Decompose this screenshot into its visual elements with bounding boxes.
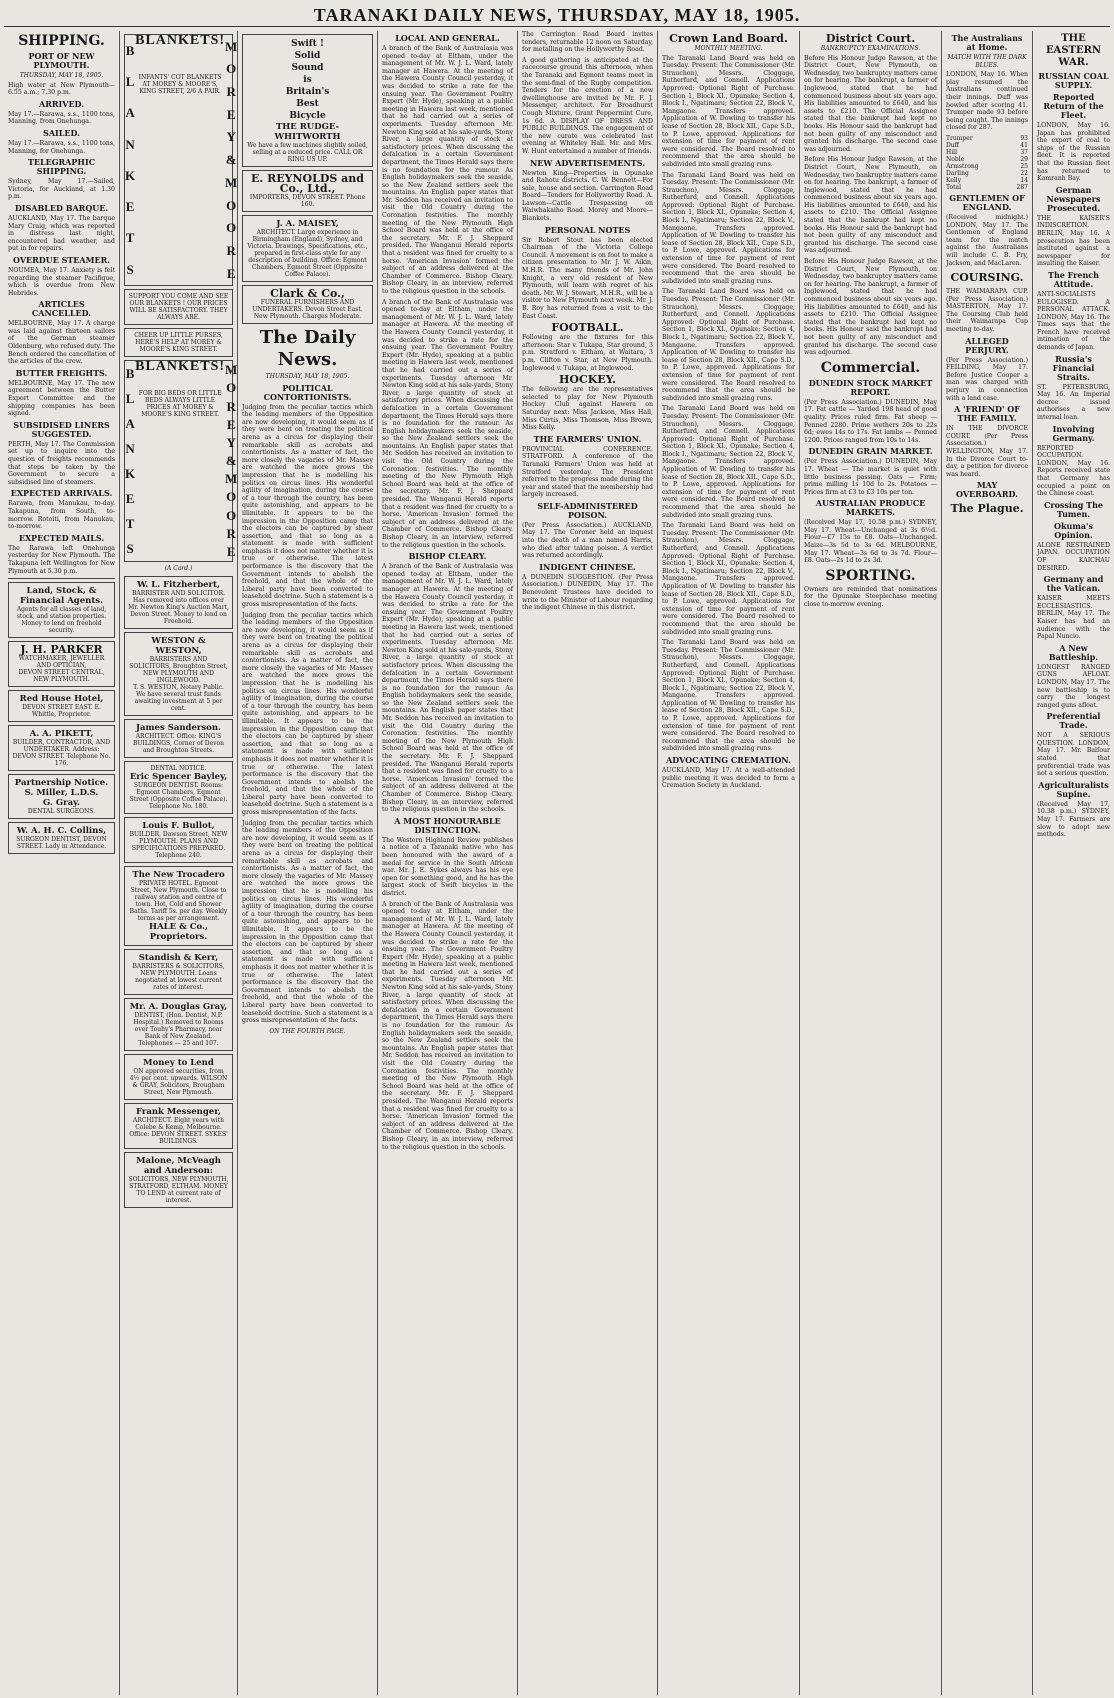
friend-heading: A 'FRIEND' OF THE FAMILY. [954,404,1020,424]
parker-name: J. H. PARKER [20,643,103,657]
shipping-date: THURSDAY, MAY 18, 1905. [19,72,104,79]
blankets2-text: FOR BIG BEDS OR LITTLE BEDS ALWAYS LITTLE PRICES AT MOREY & MOORE'S KING STREET. [138,390,222,418]
blankets2-right-letter: M [225,471,238,487]
russia-finance-text: ST. PETERSBURG, May 16. An Imperial decree issued authorises a new internal loan. [1037,383,1110,422]
news-lead: The Carrington Road Board invites tenders, returnable 12 noon on Saturday, for metalling on the Hollyworthy Road. [522,31,653,54]
swift-ad-line: Best [296,99,319,109]
friend-text: IN THE DIVORCE COURT. (Per Press Association.) WELLINGTON, May 17. In the Divorce Court to-day, a petition for divorce was heard. [946,425,1028,478]
stock-market-heading: DUNEDIN STOCK MARKET REPORT. [808,377,933,397]
russia-finance-heading: Russia's Financial Straits. [1052,353,1095,382]
redhouse-sub: DEVON STREET EAST. E. Whittle, Proprietor. [22,704,101,719]
land-agents-name: Land, Stock, & Financial Agents. [19,586,104,607]
court-text: Before His Honour Judge Rawson, at the District Court, New Plymouth, on Wednesday, two bankruptcy matters came on for hearing. The bankrupt, a farmer of Inglewood, stated that he had commenced business about six years ago. His liabilities amounted to £640, and his assets to £210. The Official Assignee stated that the bankrupt had kept no books. His Honour said the bankrupt had not been guilty of any misconduct and granted his discharge. The second case was adjourned. [804,54,937,153]
arrived-heading: ARRIVED. [39,98,84,109]
column-shipping [4,31,120,1695]
column-cricket [942,31,1033,1695]
blankets-ad-1 [124,33,238,286]
hale-name: HALE & Co., Proprietors. [149,921,208,942]
weston-trust: We have several trust funds awaiting investment at 5 per cent. [134,690,223,712]
land-board-heading: Crown Land Board. [669,32,788,45]
political-text: Judging from the peculiar tactics which the leading members of the Opposition are now developing, it would seem as if they were bent on treating the political arena as a circus for displaying their remarkable skill as acrobats and contortionists. As a matter of fact, the more closely the vagaries of Mr. Massey are watched the more grows the impression that he is modelling his politics on circus lines. His wonderful agility of imagination, during the course of a tour through the country, has been quite astonishing, and appears to be illimitable. It appears to be the impression in the Opposition camp that the electors can be captured by sheer assertion, and that so long as a statement is made with sufficient emphasis it does not matter whether it is true or otherwise. The latest performance is the discovery that the Government intends to abolish the freehold, and that the whole of the Liberal party have been converted to leasehold doctrine. Such a statement is a gross misrepresentation of the facts. [242,403,373,609]
column-land-board [658,31,800,1695]
bayley-sub: SURGEON DENTIST. Rooms: Egmont Chambers, Egmont Street (Opposite Coffee Palace). Telephone No. 180. [129,781,228,810]
blankets-title: BLANKETS! [135,33,226,48]
miller-name: S. Miller, L.D.S. [24,788,99,799]
news-body: A good gathering is anticipated at the racecourse ground this afternoon, when the Taranaki and Egmont teams meet in the semi-final of the Rugby competition. Tenders for the erection of a new dwellinghouse are invited by Mr. F. J. Messenger, architect. For Broadhurst Cough Mixture, Grant Peppermint Cure, 1s 6d. A DISPLAY OF DRESS AND PUBLIC BUILDINGS. The engagement of the new curate was celebrated last evening at Whiteley Hall. Mr. and Mrs. W. Hunt entertained a number of friends. [522,56,653,155]
batsman-name: Duff [946,141,959,149]
hockey-text: The following are the representatives selected to play for New Plymouth Hockey Club against Hawera on Saturday next: Miss Jackson, Miss Hall, Miss Curtis, Miss Thomson, Miss Brown, Miss Kelly. [522,386,653,432]
score-row [946,170,1028,177]
grain-heading: DUNEDIN GRAIN MARKET. [808,446,933,457]
mails-heading: EXPECTED MAILS. [18,532,105,543]
land-board-text: The Taranaki Land Board was held on Tuesday. Present: The Commissioner (Mr. Strauchon), Messrs. Cloggage, Rutherfurd, and Connell. Applications Approved: Optional Right of Purchase. Section 1, Block XI., Opunake; Section 4, Block I., Ngatimaru; Section 22, Block V., Mangaone. Transfers approved. Application of W. Dowling to transfer his lease of Section 28, Block XII., Cape S.D., to P. Lowe, approved. Applications for extension of time for payment of rent were considered. The Board resolved to recommend that the area should be subdivided into small grazing runs. [662,54,795,168]
pikett-sub: BUILDER, CONTRACTOR, AND UNDERTAKER. Address: DEVON STREET. Telephone No. 176. [12,739,111,768]
blankets-right-letter: R [226,243,236,259]
weston-notary: T. S. WESTON, Notary Public. [133,683,224,691]
bayley-ad [124,761,233,814]
sporting-heading: SPORTING. [825,567,916,584]
blankets-left-letter: L [125,74,135,90]
disabled-heading: DISABLED BARQUE. [14,202,109,213]
batsman-runs: 29 [1020,155,1028,163]
trocadero-name: The New Trocadero [132,869,225,880]
tumen-heading: Crossing The Tumen. [1043,499,1104,519]
political-heading: POLITICAL CONTORTIONISTS. [263,382,352,402]
overdue-text: NOUMEA, May 17. Anxiety is felt regarding the steamer Pacifique, which is overdue from New Hebrides. [8,266,115,297]
malone-name: Malone, McVeagh and Anderson: [136,1155,221,1176]
land-board-text-cont-2: The Taranaki Land Board was held on Tuesday. Present: The Commissioner (Mr. Strauchon), Messrs. Cloggage, Rutherfurd, and Connell. Applications Approved: Optional Right of Purchase. Section 1, Block XI., Opunake; Section 4, Block I., Ngatimaru; Section 22, Block V., Mangaone. Transfers approved. Application of W. Dowling to transfer his lease of Section 28, Block XII., Cape S.D., to P. Lowe, approved. Applications for extension of time for payment of rent were considered. The Board resolved to recommend that the area should be subdivided into small grazing runs. [662,288,795,402]
tide-text: High water at New Plymouth—6.55 a.m.; 7.30 p.m. [8,81,115,97]
bishop-text: A branch of the Bank of Australasia was opened to-day at Eltham, under the management of Mr. W. J. L. Ward, lately manager at Hawera. At the meeting of the Hawera County Council yesterday, it was decided to strike a rate for the ensuing year. The Government Poultry Expert (Mr. Hyde), speaking at a public meeting in Hawera last week, mentioned that he had carried out a series of experiments. Tuesday afternoon Mr. Newton King sold at his sale-yards, Stony River, a large quantity of stock at satisfactory prices. When discussing the defalcation in a certain Government department, the Times Herald says there is no foundation for the rumour. As English holidaymakers seek the seaside, so the New Zealand settlers seek the mountains. An English paper states that Mr. Seddon has received an invitation to visit the Old Country during the Coronation festivities. The monthly meeting of the New Plymouth High School Board was held at the office of the secretary. Mr. F. J. Sheppard presided. The Wanganui Herald reports that a resident was fined for cruelty to a horse. 'American Invasion' formed the subject of an address delivered at the Chamber of Commerce. Bishop Cleary. Bishop Cleary, in an interview, referred to the religious question in the schools. [382,563,513,814]
swift-ad [242,34,373,167]
grey-ad [124,998,233,1051]
collins-name: W. A. H. C. Collins, [16,826,107,837]
column-eastern-war [1033,31,1114,1695]
political-text-cont: Judging from the peculiar tactics which the leading members of the Opposition are now developing, it would seem as if they were bent on treating the political arena as a circus for displaying their remarkable skill as acrobats and contortionists. As a matter of fact, the more closely the vagaries of Mr. Massey are watched the more grows the impression that he is modelling his politics on circus lines. His wonderful agility of imagination, during the course of a tour through the country, has been quite astonishing, and appears to be illimitable. It appears to be the impression in the Opposition camp that the electors can be captured by sheer assertion, and that so long as a statement is made with sufficient emphasis it does not matter whether it is true or otherwise. The latest performance is the discovery that the Government intends to abolish the freehold, and that the whole of the Liberal party have been converted to leasehold doctrine. Such a statement is a gross misrepresentation of the facts. [242,611,373,817]
lines-heading: SUBSIDISED LINERS SUGGESTED. [13,419,110,439]
batsman-name: Trumper [946,134,973,142]
fitzherbert-sub: BARRISTER AND SOLICITOR. Has removed into offices over Mr. Newton King's Auction Mart, Devon Street. Money to lend on Freehold. [128,589,229,625]
disabled-text: AUCKLAND, May 17. The barque Mary Craig, which was reported in distress last night, encountered bad weather, and put in for repairs. [8,214,115,253]
gentlemen-text: (Received midnight.) LONDON, May 17. The Gentlemen of England team for the match against the Australians will include C. B. Fry, Jackson, and MacLaren. [946,213,1028,267]
blankets-right-letter: M [225,174,238,190]
batsman-name: Armstrong [946,162,979,170]
blankets-right-letter: Y [226,129,236,145]
parker-address: DEVON STREET CENTRAL, NEW PLYMOUTH. [18,669,105,684]
swift-ad-line: Britain's [285,87,330,97]
arrived-text: May 17.—Rarawa, s.s., 1100 tons, Manning, from Onehunga. [8,110,115,126]
indigent-text: A DUNEDIN SUGGESTION. (Per Press Association.) DUNEDIN, May 17. The Benevolent Trustees have decided to write to the Minister of Labour regarding the indigent Chinese in this district. [522,573,653,612]
telegraphic-heading: TELEGRAPHIC SHIPPING. [27,157,96,177]
fourth-page-note: ON THE FOURTH PAGE. [269,1027,346,1035]
masthead: TARANAKI DAILY NEWS, THURSDAY, MAY 18, 1905. [4,4,1110,27]
fleet-text: LONDON, May 16. Japan has prohibited the export of coal to ships of the Russian fleet. It is reported that the Russian fleet has returned to Kamranh Bay. [1037,122,1110,183]
french-text: ANTI-SOCIALISTS EULOGISED. A PERSONAL ATTACK. LONDON, May 16. The Times says that the French have received intimation of the demands of Japan. [1037,290,1110,352]
fitzherbert-ad [124,576,233,629]
bullot-ad [124,817,233,863]
sanderson-ad [124,719,233,758]
blankets2-right-letter: R [226,525,236,541]
cricket-text: LONDON, May 16. When play resumed the Australians continued their innings. Duff was bowled after scoring 41. Trumper made 93 before being caught. The innings closed for 287. [946,71,1028,132]
blankets-right-letter: E [226,265,236,281]
honour-heading: A MOST HONOURABLE DISTINCTION. [394,815,501,835]
blankets2-right-letter: M [225,362,238,378]
grey-name: Mr. A. Douglas Gray, [129,1001,228,1012]
batsman-runs: 25 [1020,162,1028,170]
okuma-heading: Okuma's Opinion. [1054,520,1093,540]
blankets2-right-letter: E [226,416,236,432]
blankets2-right-letter: O [226,489,237,505]
articles-heading: ARTICLES CANCELLED. [31,299,92,319]
blankets-left-letter: E [125,199,135,215]
blankets-ad-2 [124,359,238,562]
fitzherbert-name: W. L. Fitzherbert, [137,579,220,590]
sanderson-sub: ARCHITECT. Office: KING'S BUILDINGS, Corner of Devon and Broughton Streets. [133,732,224,754]
redhouse-ad [8,690,115,722]
messenger-ad [124,1103,233,1149]
malone-ad [124,1152,233,1208]
court-text-cont: Before His Honour Judge Rawson, at the District Court, New Plymouth, on Wednesday, two bankruptcy matters came on for hearing. The bankrupt, a farmer of Inglewood, stated that he had commenced business about six years ago. His liabilities amounted to £640, and his assets to £210. The Official Assignee stated that the bankrupt had kept no books. His Honour said the bankrupt had not been guilty of any misconduct and granted his discharge. The second case was adjourned. [804,156,937,255]
sailed-text: May 17.—Rarawa, s.s., 1100 tons, Manning, for Onehunga. [8,139,115,155]
reynolds-name: E. REYNOLDS and Co., Ltd., [251,172,364,195]
blankets-side-left [125,35,135,285]
blankets-side-right [225,35,237,285]
maisey-ad [242,215,373,282]
german-papers-heading: German Newspapers Prosecuted. [1046,184,1101,213]
bishop-heading: BISHOP CLEARY. [408,551,487,562]
union-text: PROVINCIAL CONFERENCE. STRATFORD. A conference of the Taranaki Farmers' Union was held at Stratford yesterday. The President referred to the progress made during the year and stated that the membership had largely increased. [522,445,653,499]
honour-text: The Western Highland Review publishes a notice of a Taranaki native who has been honoured with the award of a medal for service in the South African war. Mr. J. E. Sykes always has his eye open for something good, and he has the largest stock of Swift bicycles in the district. [382,836,513,897]
weston-name: WESTON & WESTON, [151,635,206,656]
expected-text: Rarawa, from Manukau, to-day. Takapuna, from South, to-morrow. Rotoiti, from Manukau, to-morrow. [8,500,115,531]
cremation-heading: ADVOCATING CREMATION. [666,755,791,766]
swift-ad-line: Sound [291,63,324,73]
blankets-right-letter: R [226,84,236,99]
land-board-text-cont-5: The Taranaki Land Board was held on Tuesday. Present: The Commissioner (Mr. Strauchon), Messrs. Cloggage, Rutherfurd, and Connell. Applications Approved: Optional Right of Purchase. Section 1, Block XI., Opunake; Section 4, Block I., Ngatimaru; Section 22, Block V., Mangaone. Transfers approved. Application of W. Dowling to transfer his lease of Section 28, Block XII., Cape S.D., to P. Lowe, approved. Applications for extension of time for payment of rent were considered. The Board resolved to recommend that the area should be subdivided into small grazing runs. [662,639,795,753]
blankets2-left-letter: S [126,540,134,556]
trade-heading: Preferential Trade. [1046,711,1101,731]
sailed-heading: SAILED. [43,127,80,138]
agriculture-text: (Received May 17, 10.38 p.m.) SYDNEY, May 17. Farmers are slow to adopt new methods. [1037,800,1110,839]
fleet-heading: Reported Return of the Fleet. [1043,92,1104,120]
blankets-left-letter: N [125,136,135,152]
football-heading: FOOTBALL. [551,321,624,335]
swift-ad-line: Bicycle [289,111,326,121]
clark-sub: FUNERAL FURNISHERS AND UNDERTAKERS. Devon Street East. New Plymouth. Charges Moderate. [252,299,363,320]
land-board-sub: MONTHLY MEETING. [694,45,763,52]
blankets2-right-letter: O [226,507,237,523]
overdue-heading: OVERDUE STEAMER. [13,254,110,265]
blankets-right-letter: O [226,220,237,236]
expected-heading: EXPECTED ARRIVALS. [10,488,113,499]
blankets2-right-letter: E [226,544,236,559]
battleship-heading: A New Battleship. [1048,642,1099,662]
dental-notice: DENTAL NOTICE. [150,764,207,772]
sporting-text: Owners are reminded that nominations for the Opunake Steeplechase meeting close to-morrow evening. [804,585,937,609]
blankets-left-letter: T [125,230,135,246]
batsman-runs: 287 [1016,183,1028,191]
parker-sub: WATCHMAKER, JEWELLER AND OPTICIAN, [18,655,105,670]
standish-name: Standish & Kerr, [138,952,219,963]
perjury-text: (Per Press Association.) FEILDING, May 17. Before Justice Cooper a man was charged with perjury in connection with a land case. [946,356,1028,402]
land-board-text-cont-4: The Taranaki Land Board was held on Tuesday. Present: The Commissioner (Mr. Strauchon), Messrs. Cloggage, Rutherfurd, and Connell. Applications Approved: Optional Right of Purchase. Section 1, Block XI., Opunake; Section 4, Block I., Ngatimaru; Section 22, Block V., Mangaone. Transfers approved. Application of W. Dowling to transfer his lease of Section 28, Block XII., Cape S.D., to P. Lowe, approved. Applications for extension of time for payment of rent were considered. The Board resolved to recommend that the area should be subdivided into small grazing runs. [662,522,795,636]
batsman-name: Hill [946,148,957,156]
advt-text: Newton King—Properties in Opunake and Rahotu districts. C. W. Bennett—For sale, house and section. Carrington Road Board—Tenders for Hollyworthy Road. A. Lawson—Cattle Trespassing on Waiwhakaiho Road. Morey and Moore—Blankets. [522,169,653,223]
batsman-runs: 22 [1020,169,1028,177]
poison-text: (Per Press Association.) AUCKLAND, May 17. The Coroner held an inquest into the death of a man named Harris, who died after taking poison. A verdict was returned accordingly. [522,521,653,560]
land-agents-ad [8,582,115,638]
daily-news-title: The Daily News. [259,327,356,370]
maisey-sub: ARCHITECT. Large experience in Birmingham (England), Sydney, and Victoria. Drawings, Specifications, etc., prepared in first-class style for any description of building. Office: Egmont Chambers, Egmont Street (Opposite Coffee Palace). [247,229,368,278]
land-agents-text: Agents for all classes of land, stock, and station properties. Money to lend on freehold security. [16,606,107,635]
cricket-sub: MATCH WITH THE DARK BLUES. [947,54,1027,69]
parker-ad [8,641,115,687]
blankets-left-letter: B [125,42,135,58]
bullot-name: Louis F. Bullot, [142,820,215,831]
okuma-text: ALONE RESTRAINED JAPAN. OCCUPATION OF KAICHAU DESIRED. [1037,541,1110,572]
blankets-right-letter: M [225,38,238,54]
pikett-ad [8,725,115,771]
card-label: (A Card.) [164,565,193,572]
partnership-title: Partnership Notice. [14,778,109,789]
local-heading: LOCAL AND GENERAL. [395,33,500,43]
personal-heading: PERSONAL NOTES [544,224,631,235]
bullot-sub: BUILDER, Dawson Street, NEW PLYMOUTH. PLANS AND SPECIFICATIONS PREPARED. Telephone 240. [129,830,228,859]
commercial-heading: Commercial. [820,359,921,376]
grey-sub: DENTIST, (Hon. Dentist, N.P. Hospital.) Removed to Rooms over Touhy's Pharmacy, near Bank of New Zealand. Telephones — 25 and 107. [133,1011,224,1047]
reynolds-sub: IMPORTERS, DEVON STREET. Phone 160. [249,194,366,208]
swift-ad-line: Solid [294,51,321,61]
cremation-text: AUCKLAND, May 17. At a well-attended public meeting it was decided to form a Cremation Society in Auckland. [662,767,795,790]
gray-name: G. Gray. [42,798,81,809]
vatican-heading: Germany and the Vatican. [1043,574,1104,594]
coursing-heading: COURSING. [950,271,1024,285]
cricket-heading: The Australians at Home. [951,33,1023,52]
batsman-name: Noble [946,155,965,163]
plague-heading: The Plague. [950,502,1024,516]
lines-text: PERTH, May 17. The Commission set up to inquire into the question of freights recommends that steps be taken by the Government to secure a subsidised line of steamers. [8,440,115,486]
bayley-name: Eric Spencer Bayley, [129,771,228,782]
blankets2-right-letter: O [226,380,237,396]
land-board-text-cont: The Taranaki Land Board was held on Tuesday. Present: The Commissioner (Mr. Strauchon), Messrs. Cloggage, Rutherfurd, and Connell. Applications Approved: Optional Right of Purchase. Section 1, Block XI., Opunake; Section 4, Block I., Ngatimaru; Section 22, Block V., Mangaone. Transfers approved. Application of W. Dowling to transfer his lease of Section 28, Block XII., Cape S.D., to P. Lowe, approved. Applications for extension of time for payment of rent were considered. The Board resolved to recommend that the area should be subdivided into small grazing runs. [662,171,795,285]
purses-ad [124,328,233,357]
score-row [946,156,1028,163]
blankets2-title: BLANKETS! [135,359,226,374]
blankets2-left-letter: K [125,465,136,481]
hockey-heading: HOCKEY. [559,373,616,387]
local-text: A branch of the Bank of Australasia was opened to-day at Eltham, under the management of Mr. W. J. L. Ward, lately manager at Hawera. At the meeting of the Hawera County Council yesterday, it was decided to strike a rate for the ensuing year. The Government Poultry Expert (Mr. Hyde), speaking at a public meeting in Hawera last week, mentioned that he had carried out a series of experiments. Tuesday afternoon Mr. Newton King sold at his sale-yards, Stony River, a large quantity of stock at satisfactory prices. When discussing the defalcation in a certain Government department, the Times Herald says there is no foundation for the rumour. As English holidaymakers seek the seaside, so the New Zealand settlers seek the mountains. An English paper states that Mr. Seddon has received an invitation to visit the Old Country during the Coronation festivities. The monthly meeting of the New Plymouth High School Board was held at the office of the secretary. Mr. F. J. Sheppard presided. The Wanganui Herald reports that a resident was fined for cruelty to a horse. 'American Invasion' formed the subject of an address delivered at the Chamber of Commerce. Bishop Cleary. Bishop Cleary, in an interview, referred to the religious question in the schools. [382,45,513,295]
mails-text: The Rarawa left Onehunga yesterday for New Plymouth. The Takapuna left Wellington for New Plymouth at 5.30 p.m. [8,544,115,575]
articles-text: MELBOURNE, May 17. A charge was laid against thirteen sailors of the German steamer Oldenburg, who refused duty. The Bench ordered the cancellation of the articles of the crew. [8,320,115,366]
butter-text: MELBOURNE, May 17. The new agreement between the Butter Export Committee and the shipping companies has been signed. [8,379,115,418]
indigent-heading: INDIGENT CHINESE. [539,561,636,572]
blankets-left-letter: S [126,261,134,277]
grain-text: (Per Press Association.) DUNEDIN, May 17. Wheat — The market is quiet with little business passing. Oats — Firm; prime milling 1s 10d to 2s. Potatoes — Prices firm at £3 to £3 10s per ton. [804,458,937,496]
blankets-right-letter: O [226,61,237,77]
blankets-right-letter: E [226,106,236,122]
gentlemen-heading: GENTLEMEN OF ENGLAND. [949,192,1025,212]
blankets2-right-letter: & [225,453,237,469]
produce-heading: AUSTRALIAN PRODUCE MARKETS. [815,498,926,518]
batsman-name: Total [946,183,962,191]
blankets2-side-right [225,361,237,561]
column-editorial [238,31,378,1695]
messenger-name: Frank Messenger, [135,1106,222,1117]
redhouse-name: Red House Hotel, [19,694,104,705]
blankets-left-letter: A [125,105,135,121]
court-text-cont-2: Before His Honour Judge Rawson, at the District Court, New Plymouth, on Wednesday, two bankruptcy matters came on for hearing. The bankrupt, a farmer of Inglewood, stated that he had commenced business about six years ago. His liabilities amounted to £640, and his assets to £210. The Official Assignee stated that the bankrupt had kept no books. His Honour said the bankrupt had not been guilty of any misconduct and granted his discharge. The second case was adjourned. [804,258,937,357]
land-board-text-cont-3: The Taranaki Land Board was held on Tuesday. Present: The Commissioner (Mr. Strauchon), Messrs. Cloggage, Rutherfurd, and Connell. Applications Approved: Optional Right of Purchase. Section 1, Block XI., Opunake; Section 4, Block I., Ngatimaru; Section 22, Block V., Mangaone. Transfers approved. Application of W. Dowling to transfer his lease of Section 28, Block XII., Cape S.D., to P. Lowe, approved. Applications for extension of time for payment of rent were considered. The Board resolved to recommend that the area should be subdivided into small grazing runs. [662,405,795,519]
blankets2-left-letter: N [125,440,135,456]
germany-heading: Involving Germany. [1052,423,1095,443]
rudge-sub: We have a few machines slightly soiled, selling at a reduced price. CALL OR RING US UP. [247,142,368,163]
dental-surgeons: DENTAL SURGEONS. [27,808,96,816]
blankets2-right-letter: R [226,398,236,414]
pikett-name: A. A. PIKETT, [29,729,94,740]
battleship-text: LONGEST RANGED GUNS AFLOAT. LONDON, May 17. The new battleship is to carry the longest ranged guns afloat. [1037,663,1110,709]
score-row [946,149,1028,156]
batsman-runs: 41 [1020,141,1028,149]
blankets2-left-letter: T [125,515,135,531]
swift-lines [246,38,369,122]
perjury-heading: ALLEGED PERJURY. [965,335,1009,355]
stock-market-text: (Per Press Association.) DUNEDIN, May 17. Fat cattle — Yarded 198 head of good quality. Prices ruled firm. Fat sheep — Penned 2280. Prime wethers 20s to 22s 6d; ewes 14s to 17s. Fat lambs — Penned 1200. Prices ranged from 10s to 14s. [804,398,937,444]
football-text: Following are the fixtures for this afternoon: Star v. Tukapa, Star ground, 3 p.m. Stratford v. Eltham, at Waitara, 3 p.m. Clifton v. Star, at New Plymouth. Inglewood v. Tukapa, at Inglewood. [522,334,653,372]
score-row [946,177,1028,184]
trocadero-ad [124,866,233,946]
messenger-sub: ARCHITECT. Eight years with Colebe & Kemp, Melbourne. Office: DEVON STREET. SYKES' BUILDINGS. [129,1116,228,1145]
editorial-date: THURSDAY, MAY 18, 1905. [265,373,350,380]
batsman-name: Kelly [946,176,962,184]
standish-sub: BARRISTERS & SOLICITORS, NEW PLYMOUTH. Loans negotiated at lowest current rates of interest. [132,962,225,991]
union-heading: THE FARMERS' UNION. [533,433,642,444]
blankets-right-letter: O [226,197,237,213]
blankets-left-letter: K [125,167,136,183]
column-local [378,31,518,1695]
money-ad [124,1054,233,1100]
score-row [946,184,1028,191]
telegraphic-text: Sydney, May 17.—Sailed, Victoria, for Auckland, at 1.30 p.m. [8,178,115,201]
agriculture-heading: Agriculturalists Supine. [1038,779,1109,799]
political-text-cont-2: Judging from the peculiar tactics which the leading members of the Opposition are now developing, it would seem as if they were bent on treating the political arena as a circus for displaying their remarkable skill as acrobats and contortionists. As a matter of fact, the more closely the vagaries of Mr. Massey are watched the more grows the impression that he is modelling his politics on circus lines. His wonderful agility of imagination, during the course of a tour through the country, has been quite astonishing, and appears to be illimitable. It appears to be the impression in the Opposition camp that the electors can be captured by sheer assertion, and that so long as a statement is made with sufficient emphasis it does not matter whether it is true or otherwise. The latest performance is the discovery that the Government intends to abolish the freehold, and that the whole of the Liberal party have been converted to leasehold doctrine. Such a statement is a gross misrepresentation of the facts. [242,819,373,1025]
advt-heading: NEW ADVERTISEMENTS. [529,157,646,168]
batsman-runs: 14 [1020,176,1028,184]
vatican-text: KAISER MEETS ECCLESIASTICS. BERLIN, May 17. The Kaiser has had an audience with the Papal Nuncio. [1037,595,1110,641]
trocadero-sub: PRIVATE HOTEL. Egmont Street, New Plymouth. Close to railway station and centre of town. Hot, Cold and Shower Baths. Tariff 5s. per day. Weekly terms as per arrangement. [129,879,228,922]
shipping-heading: SHIPPING. [18,33,105,49]
blankets-right-letter: & [225,152,237,168]
blankets-note [124,289,233,325]
maisey-name: J. A. MAISEY, [276,219,339,229]
sanderson-name: James Sanderson. [136,722,221,733]
overboard-heading: MAY OVERBOARD. [956,480,1018,500]
batsman-name: Darling [946,169,969,177]
swift-ad-line: is [303,75,312,85]
blankets2-left-letter: L [125,390,135,406]
purses-text: CHEER UP LITTLE PURSES, HERE'S HELP AT MOREY & MOORE'S KING STREET. [134,332,223,353]
column-district-court [800,31,942,1695]
blankets2-left-letter: E [125,490,135,506]
score-row [946,135,1028,142]
local-text-cont: A branch of the Bank of Australasia was opened to-day at Eltham, under the management of Mr. W. J. L. Ward, lately manager at Hawera. At the meeting of the Hawera County Council yesterday, it was decided to strike a rate for the ensuing year. The Government Poultry Expert (Mr. Hyde), speaking at a public meeting in Hawera last week, mentioned that he had carried out a series of experiments. Tuesday afternoon Mr. Newton King sold at his sale-yards, Stony River, a large quantity of stock at satisfactory prices. When discussing the defalcation in a certain Government department, the Times Herald says there is no foundation for the rumour. As English holidaymakers seek the seaside, so the New Zealand settlers seek the mountains. An English paper states that Mr. Seddon has received an invitation to visit the Old Country during the Coronation festivities. The monthly meeting of the New Plymouth High School Board was held at the office of the secretary. Mr. F. J. Sheppard presided. The Wanganui Herald reports that a resident was fined for cruelty to a horse. 'American Invasion' formed the subject of an address delivered at the Chamber of Commerce. Bishop Cleary. Bishop Cleary, in an interview, referred to the religious question in the schools. [382,298,513,549]
score-row [946,163,1028,170]
personal-text: Sir Robert Stout has been elected Chairman of the Victoria College Council. A movement is on foot to make a citizen presentation to Mr. J. W. Aikin, M.H.R. The many friends of Mr. John Knight, a very old resident of New Plymouth, will learn with regret of his death. Mr. W. J. Stewart, M.H.R., will be a visitor to New Plymouth next week. Mr. J. B. Roy has returned from a visit to the East Coast. [522,236,653,320]
rudge-name: THE RUDGE-WHITWORTH [274,122,341,142]
score-row [946,142,1028,149]
court-sub: BANKRUPTCY EXAMINATIONS. [820,45,921,52]
column-adverts-1 [120,31,238,1695]
reynolds-ad [242,170,373,212]
blankets2-left-letter: B [125,365,135,381]
german-papers-text: THE KAISER'S INDISCRETION. BERLIN, May 16. A prosecution has been instituted against a newspaper for insulting the Kaiser. [1037,214,1110,268]
clark-name: Clark & Co., [270,287,345,300]
weston-sub: BARRISTERS AND SOLICITORS, Broughton Street, NEW PLYMOUTH AND INGLEWOOD. [129,655,228,684]
war-heading: THE EASTERN WAR. [1045,33,1102,68]
clark-ad [242,285,373,324]
score-table [946,135,1028,191]
trade-text: NOT A SERIOUS QUESTION. LONDON, May 17. Mr. Balfour stated that preferential trade was not a serious question. [1037,732,1110,778]
butter-heading: BUTTER FREIGHTS. [15,367,108,378]
swift-ad-line: Swift ! [291,39,324,49]
column-news [518,31,658,1695]
blankets-note-text: SUPPORT YOU COME AND SEE OUR BLANKETS ! OUR PRICES WILL BE SATISFACTORY. THEY ALWAYS ARE. [128,293,229,321]
weston-ad [124,632,233,716]
blankets2-right-letter: Y [226,434,236,450]
standish-ad [124,949,233,995]
collins-sub: SURGEON DENTIST, DEVON STREET. Lady in Attendance. [16,836,107,851]
port-heading: PORT OF NEW PLYMOUTH. [28,51,95,70]
poison-heading: SELF-ADMINISTERED POISON. [537,500,638,520]
germany-text: REPORTED OCCUPATION. LONDON, May 16. Reports received state that Germany has occupied a point on the Chinese coast. [1037,444,1110,498]
court-heading: District Court. [825,32,916,45]
malone-sub: SOLICITORS, NEW PLYMOUTH, STRATFORD, ELTHAM. MONEY TO LEND at current rate of interest. [128,1175,229,1204]
money-name: Money to Lend [143,1057,214,1068]
produce-text: (Received May 17, 10.58 p.m.) SYDNEY, May 17. Wheat—Unchanged at 3s 6½d. Flour—£7 15s to £8. Oats—Unchanged. Maize—3s 5d to 3s 6d. MELBOURNE, May 17. Wheat—3s 6d to 3s 7d. Flour—£8. Oats—2s 1d to 2s 3d. [804,519,937,565]
blankets2-left-letter: A [125,415,135,431]
money-sub: ON approved securities, from 4½ per cent. upwards. WILSON & GRAY, Solicitors, Brougham Street, New Plymouth. [129,1067,228,1096]
blankets2-side-left [125,361,135,561]
partnership-ad [8,774,115,819]
batsman-runs: 37 [1020,148,1028,156]
batsman-runs: 93 [1020,134,1028,142]
blankets-text: INFANTS' COT BLANKETS AT MOREY & MOORE'S, KING STREET, 2/6 A PAIR. [138,74,222,95]
coursing-text: THE WAIMARAPA CUP. (Per Press Association.) MASTERTON, May 17. The Coursing Club held their Waimarapa Cup meeting to-day. [946,288,1028,334]
collins-ad [8,822,115,854]
local-text-cont-2: A branch of the Bank of Australasia was opened to-day at Eltham, under the management of Mr. W. J. L. Ward, lately manager at Hawera. At the meeting of the Hawera County Council yesterday, it was decided to strike a rate for the ensuing year. The Government Poultry Expert (Mr. Hyde), speaking at a public meeting in Hawera last week, mentioned that he had carried out a series of experiments. Tuesday afternoon Mr. Newton King sold at his sale-yards, Stony River, a large quantity of stock at satisfactory prices. When discussing the defalcation in a certain Government department, the Times Herald says there is no foundation for the rumour. As English holidaymakers seek the seaside, so the New Zealand settlers seek the mountains. An English paper states that Mr. Seddon has received an invitation to visit the Old Country during the Coronation festivities. The monthly meeting of the New Plymouth High School Board was held at the office of the secretary. Mr. F. J. Sheppard presided. The Wanganui Herald reports that a resident was fined for cruelty to a horse. 'American Invasion' formed the subject of an address delivered at the Chamber of Commerce. Bishop Cleary. Bishop Cleary, in an interview, referred to the religious question in the schools. [382,900,513,1151]
french-heading: The French Attitude. [1048,269,1099,289]
coal-heading: RUSSIAN COAL SUPPLY. [1038,71,1109,90]
